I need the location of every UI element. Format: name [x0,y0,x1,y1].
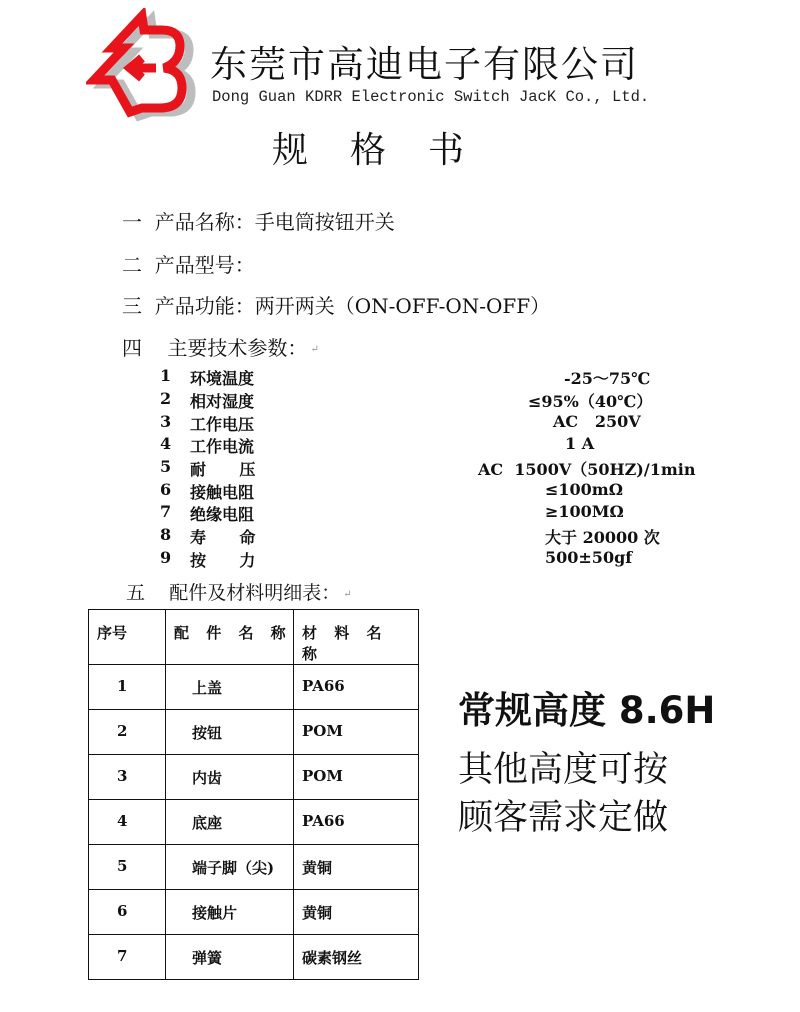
section-parts-materials [126,578,352,605]
cell-part-name: 弹簧 [166,935,294,980]
cell-part-name: 底座 [166,800,294,845]
cell-material: PA66 [294,665,419,710]
param-value: ≤95%（40℃） [528,392,653,411]
cell-part-name: 端子脚（尖) [166,845,294,890]
param-value: AC 1500V（50HZ)/1min [478,460,696,479]
section-number: 二 [122,253,142,277]
section-value: 手电筒按钮开关 [254,210,395,234]
param-value: 500±50gf [545,548,633,567]
section-label: 产品功能： [154,294,255,318]
param-name: 环境温度 [190,369,255,388]
param-name: 寿 命 [190,528,256,547]
company-name-cn: 东莞市高迪电子有限公司 [210,43,639,86]
table-row [89,890,419,935]
header-part-name: 配 件 名 称 [166,610,294,665]
param-index: 9 [160,548,172,567]
paragraph-mark: ↵ [343,588,352,600]
table-row [89,755,419,800]
param-value: ≤100mΩ [545,480,623,499]
section-number: 五 [126,582,146,604]
param-value: ≥100MΩ [545,502,624,521]
cell-part-name: 上盖 [166,665,294,710]
param-name: 耐 压 [190,460,256,479]
cell-serial-no: 3 [89,755,166,800]
cell-part-name: 接触片 [166,890,294,935]
param-index: 4 [160,434,172,453]
table-row [89,845,419,890]
parts-materials-table [88,609,419,980]
section-label: 配件及材料明细表： [169,582,341,604]
section-label: 主要技术参数： [167,336,308,360]
custom-height-note-line2: 顾客需求定做 [458,798,669,838]
section-label: 产品型号： [154,253,255,277]
custom-height-note-line1: 其他高度可按 [458,750,669,790]
param-index: 3 [160,412,172,431]
company-name-en: Dong Guan KDRR Electronic Switch JacK Co., Ltd. [212,88,650,106]
cell-material: POM [294,755,419,800]
section-product-name [122,206,395,235]
table-header-row [89,610,419,665]
table-row [89,665,419,710]
cell-material: 黄铜 [294,890,419,935]
param-value: -25～75℃ [564,369,651,388]
param-name: 工作电压 [190,415,255,434]
cell-serial-no: 2 [89,710,166,755]
cell-serial-no: 6 [89,890,166,935]
param-index: 2 [160,389,172,408]
standard-height-note: 常规高度 8.6H [458,689,716,732]
param-index: 6 [160,480,172,499]
param-index: 5 [160,457,172,476]
section-number: 一 [122,210,142,234]
cell-serial-no: 7 [89,935,166,980]
section-number: 三 [122,294,142,318]
param-value: 大于 20000 次 [545,528,660,547]
table-row [89,935,419,980]
company-logo [86,8,196,126]
section-product-function [122,290,550,319]
table-row [89,710,419,755]
param-name: 绝缘电阻 [190,505,255,524]
section-number: 四 [122,336,142,360]
param-index: 1 [160,366,172,385]
cell-material: PA66 [294,800,419,845]
cell-part-name: 按钮 [166,710,294,755]
document-title: 规格书 [272,130,507,171]
section-label: 产品名称： [154,210,255,234]
section-value: 两开两关（ON-OFF-ON-OFF） [254,294,551,318]
param-value: 1 A [565,434,595,453]
cell-serial-no: 5 [89,845,166,890]
param-value: AC 250V [553,412,641,431]
param-name: 按 力 [190,551,256,570]
red-arrow-b-logo-icon [86,8,196,126]
param-name: 接触电阻 [190,483,255,502]
cell-material: 黄铜 [294,845,419,890]
header-serial-no: 序号 [89,610,166,665]
cell-material: POM [294,710,419,755]
cell-material: 碳素钢丝 [294,935,419,980]
paragraph-mark: ↵ [310,344,319,355]
header-material-name: 材 料 名 称 [294,610,419,665]
cell-part-name: 内齿 [166,755,294,800]
param-index: 8 [160,525,172,544]
cell-serial-no: 4 [89,800,166,845]
section-product-model [122,249,255,278]
table-row [89,800,419,845]
cell-serial-no: 1 [89,665,166,710]
param-name: 相对湿度 [190,392,255,411]
param-name: 工作电流 [190,437,255,456]
section-tech-params [122,332,319,361]
param-index: 7 [160,502,172,521]
